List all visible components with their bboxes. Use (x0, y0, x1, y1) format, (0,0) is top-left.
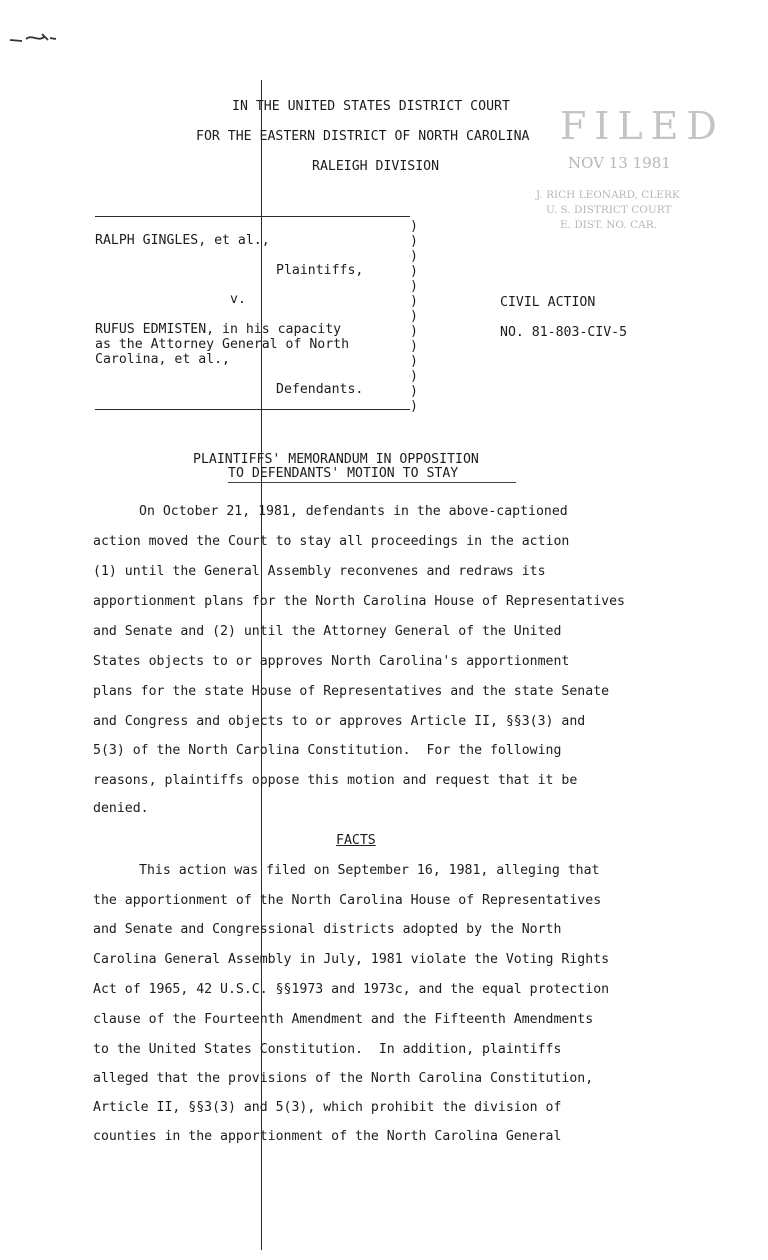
defendant-name-line-3: Carolina, et al., (95, 352, 230, 367)
text-line: Act of 1965, 42 U.S.C. §§1973 and 1973c, and the equal protection (93, 982, 610, 997)
caption-bottom-rule (95, 409, 410, 410)
filed-stamp-court: U. S. DISTRICT COURT (546, 204, 672, 216)
text-line: reasons, plaintiffs oppose this motion and request that it be (93, 773, 578, 788)
filed-stamp-date: NOV 13 1981 (568, 154, 671, 172)
versus: v. (230, 292, 246, 307)
defendant-name-line-1: RUFUS EDMISTEN, in his capacity (95, 322, 342, 337)
caption-top-rule (95, 216, 410, 217)
document-title-line-1: PLAINTIFFS' MEMORANDUM IN OPPOSITION (193, 452, 479, 467)
text-line: (1) until the General Assembly reconvenes and redraws its (93, 564, 546, 579)
text-line: counties in the apportionment of the North Carolina General (93, 1129, 562, 1144)
text-line: the apportionment of the North Carolina House of Representatives (93, 893, 602, 908)
text-line: and Senate and (2) until the Attorney General of the United (93, 624, 562, 639)
caption-line-3: RALEIGH DIVISION (312, 159, 440, 174)
defendant-name-line-2: as the Attorney General of North (95, 337, 350, 352)
text-line: and Congress and objects to or approves Article II, §§3(3) and (93, 714, 586, 729)
bracket-mark: ) (410, 384, 418, 399)
text-line: States objects to or approves North Carolina's apportionment (93, 654, 570, 669)
bracket-mark: ) (410, 399, 418, 414)
bracket-mark: ) (410, 249, 418, 264)
text-line: to the United States Constitution. In addition, plaintiffs (93, 1042, 562, 1057)
bracket-mark: ) (410, 219, 418, 234)
bracket-mark: ) (410, 369, 418, 384)
scan-mark (8, 30, 60, 54)
text-line: plans for the state House of Representatives and the state Senate (93, 684, 610, 699)
text-line: On October 21, 1981, defendants in the above-captioned (139, 504, 568, 519)
defendant-role: Defendants. (276, 382, 364, 397)
bracket-mark: ) (410, 354, 418, 369)
text-line: action moved the Court to stay all proceedings in the action (93, 534, 570, 549)
caption-line-2: FOR THE EASTERN DISTRICT OF NORTH CAROLINA (196, 129, 530, 144)
plaintiff-role: Plaintiffs, (276, 263, 364, 278)
filed-stamp-clerk: J. RICH LEONARD, CLERK (536, 189, 680, 201)
text-line: alleged that the provisions of the North Carolina Constitution, (93, 1071, 594, 1086)
text-line: clause of the Fourteenth Amendment and the Fifteenth Amendments (93, 1012, 594, 1027)
facts-heading: FACTS (336, 833, 376, 848)
bracket-mark: ) (410, 309, 418, 324)
case-number: NO. 81-803-CIV-5 (500, 325, 628, 340)
case-label: CIVIL ACTION (500, 295, 596, 310)
text-line: denied. (93, 801, 149, 816)
text-line: Carolina General Assembly in July, 1981 violate the Voting Rights (93, 952, 610, 967)
filed-stamp: FILED (560, 104, 725, 148)
plaintiff-name: RALPH GINGLES, et al., (95, 233, 270, 248)
text-line: apportionment plans for the North Carolina House of Representatives (93, 594, 625, 609)
filed-stamp-district: E. DIST. NO. CAR. (560, 219, 657, 231)
bracket-mark: ) (410, 339, 418, 354)
bracket-mark: ) (410, 264, 418, 279)
text-line: 5(3) of the North Carolina Constitution. For the following (93, 743, 562, 758)
bracket-mark: ) (410, 279, 418, 294)
text-line: Article II, §§3(3) and 5(3), which prohibit the division of (93, 1100, 562, 1115)
document-title-line-2: TO DEFENDANTS' MOTION TO STAY (228, 466, 459, 481)
bracket-mark: ) (410, 234, 418, 249)
text-line: and Senate and Congressional districts adopted by the North (93, 922, 562, 937)
title-underline (228, 482, 516, 483)
bracket-mark: ) (410, 324, 418, 339)
bracket-mark: ) (410, 294, 418, 309)
caption-line-1: IN THE UNITED STATES DISTRICT COURT (232, 99, 510, 114)
text-line: This action was filed on September 16, 1981, alleging that (139, 863, 600, 878)
